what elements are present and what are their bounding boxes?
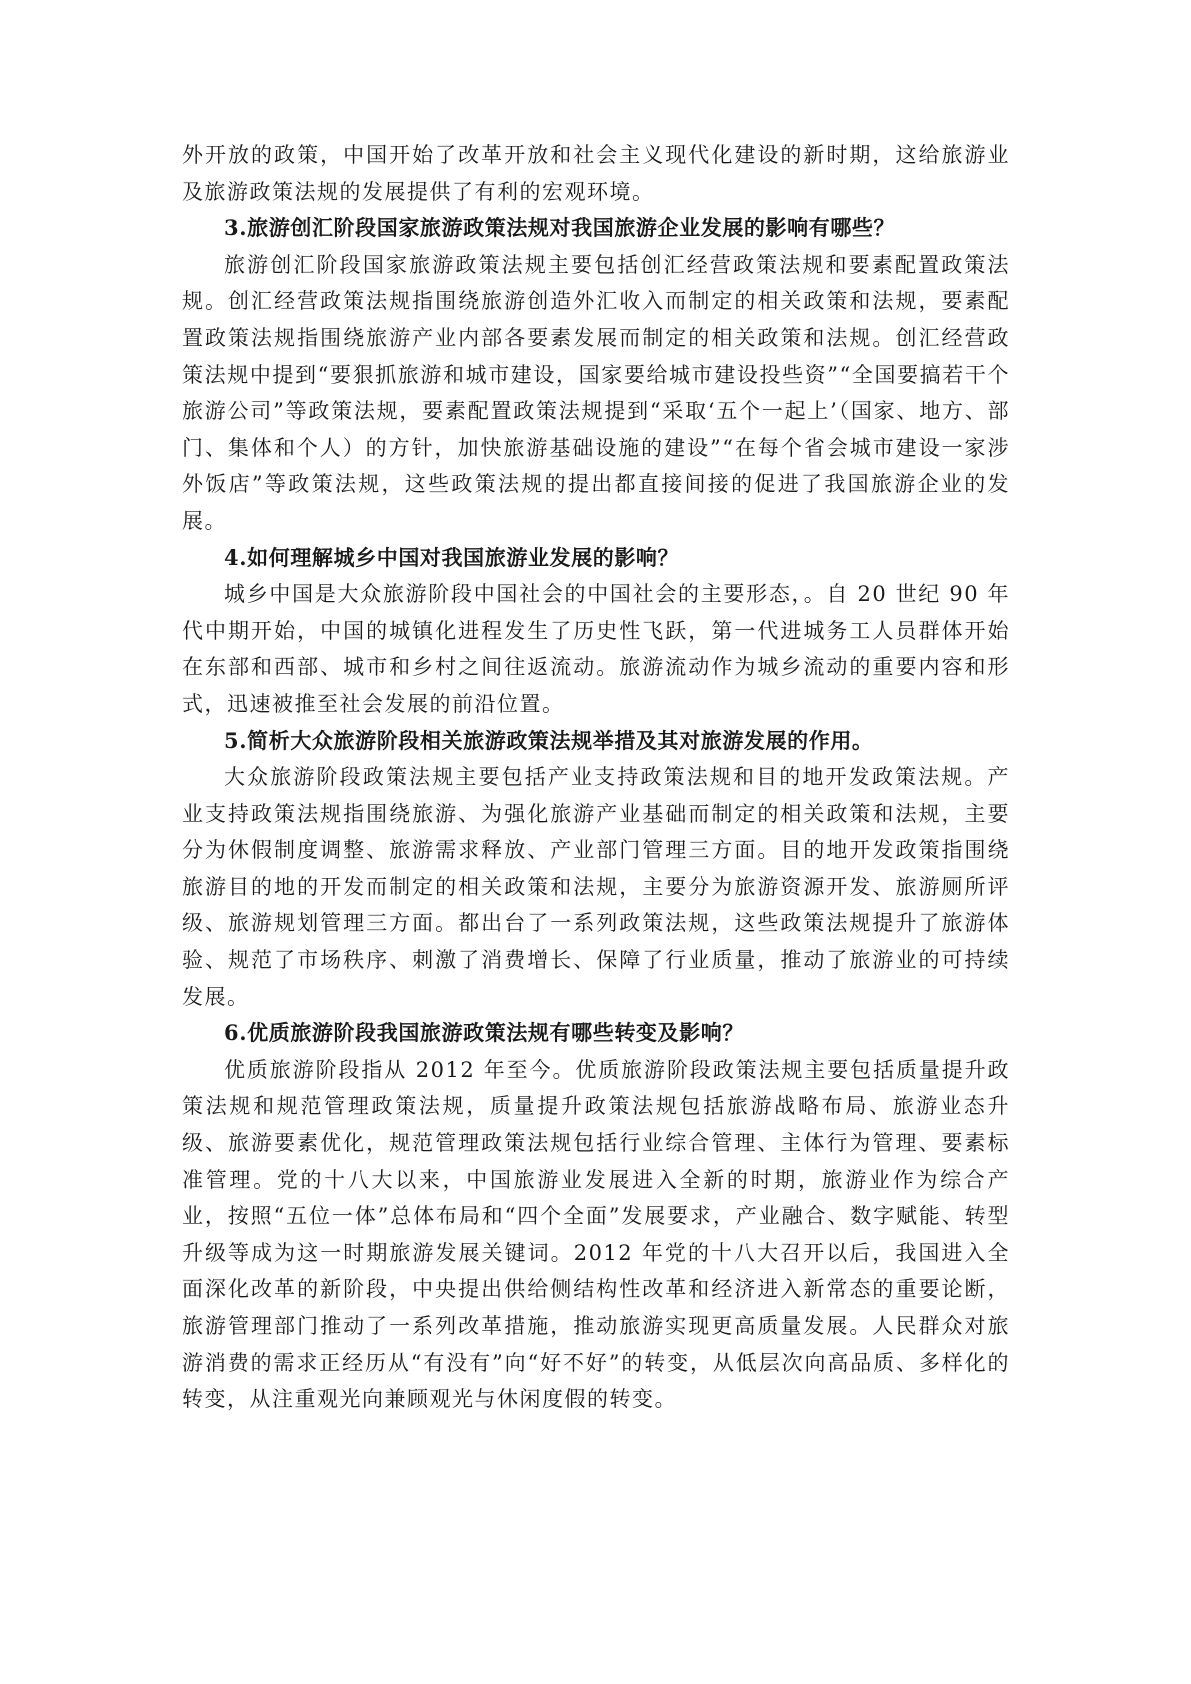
- document-page: [182, 137, 1010, 1418]
- question-4-heading: 4.如何理解城乡中国对我国旅游业发展的影响？: [224, 544, 680, 570]
- question-5-heading: 5.简析大众旅游阶段相关旅游政策法规举措及其对旅游发展的作用。: [224, 727, 874, 753]
- question-6-heading: 6.优质旅游阶段我国旅游政策法规有哪些转变及影响？: [224, 1020, 744, 1046]
- question-3-heading: 3.旅游创汇阶段国家旅游政策法规对我国旅游企业发展的影响有哪些？: [224, 215, 896, 241]
- answer-6-paragraph: 优质旅游阶段指从 2012 年至今。优质旅游阶段政策法规主要包括质量提升政策法规和规范管理政策法规，质量提升政策法规包括旅游战略布局、旅游业态升级、旅游要素优化，规范管理政策法规包括行业综合管理、主体行为管理、要素标准管理。党的十八大以来，中国旅游业发展进入全新的时期，旅游业作为综合产业，按照“五位一体”总体布局和“四个全面”发展要求，产业融合、数字赋能、转型升级等成为这一时期旅游发展关键词。2012 年党的十八大召开以后，我国进入全面深化改革的新阶段，中央提出供给侧结构性改革和经济进入新常态的重要论断，旅游管理部门推动了一系列改革措施，推动旅游实现更高质量发展。人民群众对旅游消费的需求正经历从“有没有”向“好不好”的转变，从低层次向高品质、多样化的转变，从注重观光向兼顾观光与休闲度假的转变。: [182, 1057, 1010, 1412]
- answer-3-paragraph: 旅游创汇阶段国家旅游政策法规主要包括创汇经营政策法规和要素配置政策法规。创汇经营政策法规指围绕旅游创造外汇收入而制定的相关政策和法规，要素配置政策法规指围绕旅游产业内部各要素发展而制定的相关政策和法规。创汇经营政策法规中提到“要狠抓旅游和城市建设，国家要给城市建设投些资”“全国要搞若干个旅游公司”等政策法规，要素配置政策法规提到“采取‘五个一起上’（国家、地方、部门、集体和个人）的方针，加快旅游基础设施的建设”“在每个省会城市建设一家涉外饭店”等政策法规，这些政策法规的提出都直接间接的促进了我国旅游企业的发展。: [182, 252, 1010, 533]
- intro-paragraph: 外开放的政策，中国开始了改革开放和社会主义现代化建设的新时期，这给旅游业及旅游政策法规的发展提供了有利的宏观环境。: [182, 143, 1010, 204]
- answer-5-paragraph: 大众旅游阶段政策法规主要包括产业支持政策法规和目的地开发政策法规。产业支持政策法规指围绕旅游、为强化旅游产业基础而制定的相关政策和法规，主要分为休假制度调整、旅游需求释放、产业部门管理三方面。目的地开发政策指围绕旅游目的地的开发而制定的相关政策和法规，主要分为旅游资源开发、旅游厕所评级、旅游规划管理三方面。都出台了一系列政策法规，这些政策法规提升了旅游体验、规范了市场秩序、刺激了消费增长、保障了行业质量，推动了旅游业的可持续发展。: [182, 765, 1010, 1009]
- answer-4-paragraph: 城乡中国是大众旅游阶段中国社会的中国社会的主要形态，。自 20 世纪 90 年代中期开始，中国的城镇化进程发生了历史性飞跃，第一代进城务工人员群体开始在东部和西部、城市和乡村之间往返流动。旅游流动作为城乡流动的重要内容和形式，迅速被推至社会发展的前沿位置。: [182, 582, 1010, 716]
